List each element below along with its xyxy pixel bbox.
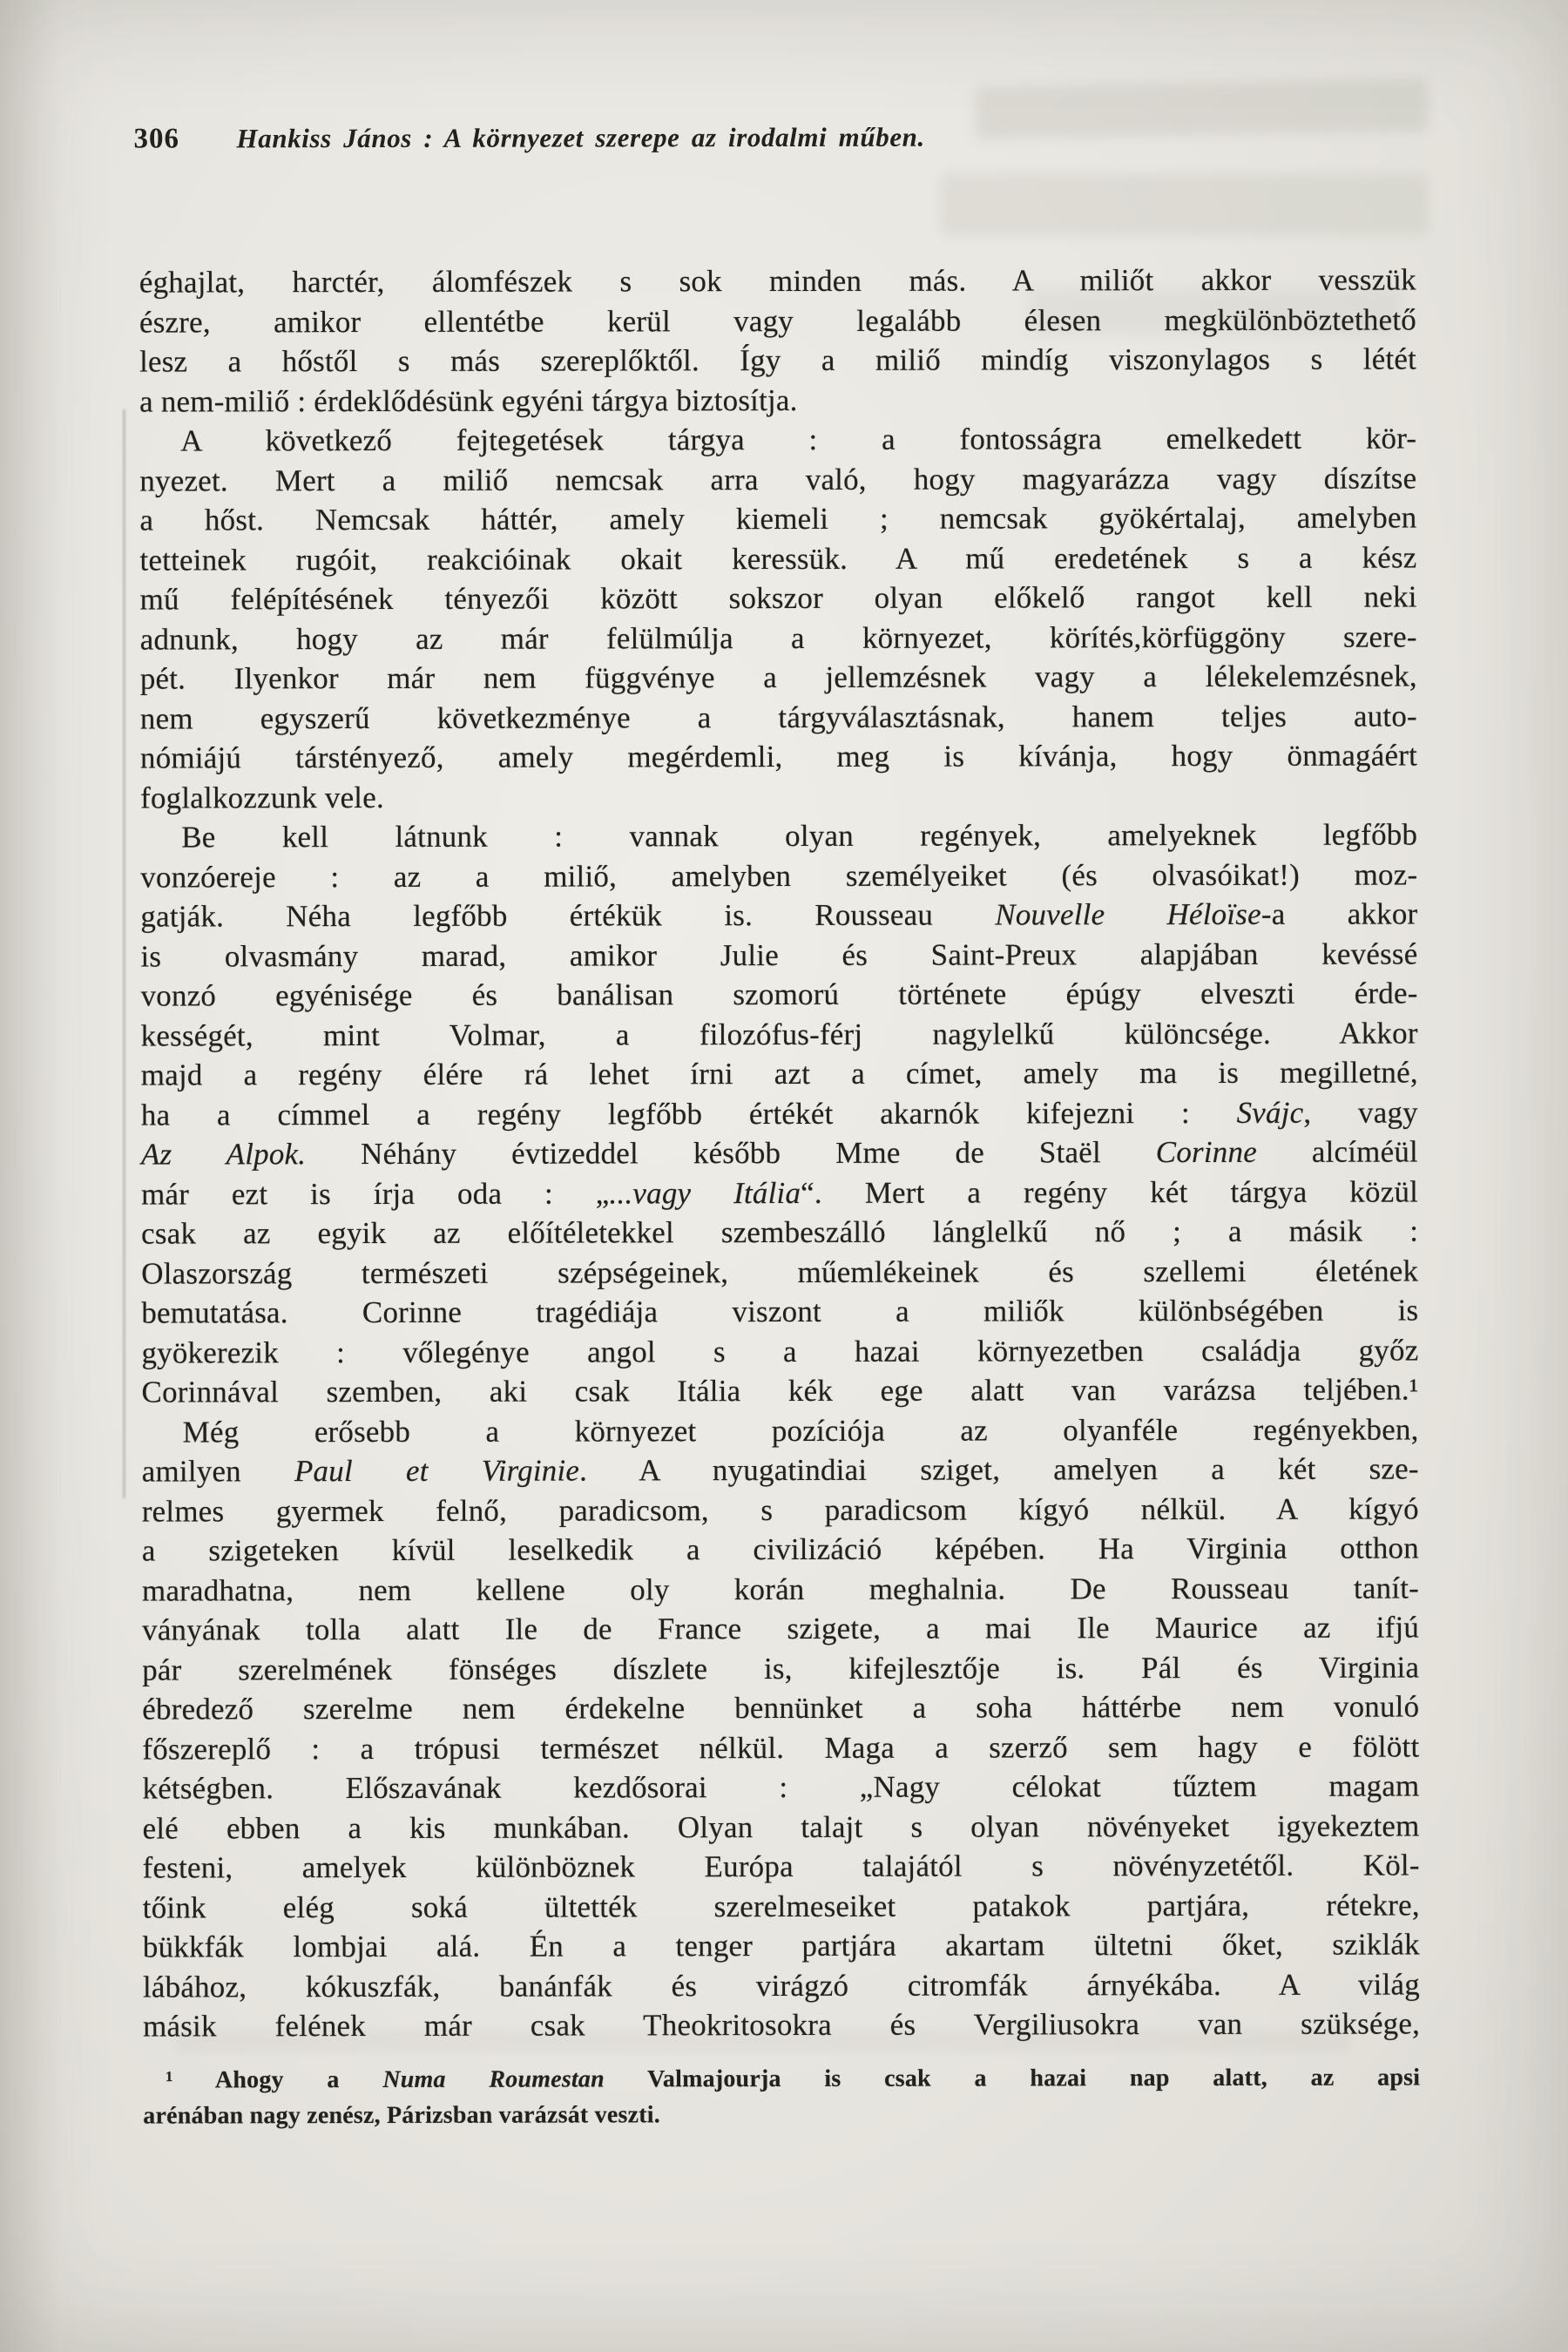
paragraph [143, 2059, 1420, 2133]
body-text [139, 260, 1420, 2046]
paragraph [139, 418, 1417, 817]
text-run: a nem-miliő : érdeklődésünk egyéni tárgya biztosítja. [139, 382, 798, 419]
text-run: pár szerelmének fönséges díszlete is, kifejlesztője is. Pál és Virginia [142, 1649, 1420, 1687]
text-line [142, 1568, 1419, 1611]
footnote [143, 2059, 1420, 2133]
paragraph [139, 260, 1416, 421]
text-line [142, 1647, 1419, 1690]
text-line [141, 1211, 1418, 1254]
italic-text: Az Alpok. [140, 1137, 307, 1172]
text-run: nyezet. Mert a miliő nemcsak arra való, hogy magyarázza vagy díszítse [139, 460, 1417, 498]
text-line [141, 1052, 1418, 1095]
text-run: lesz a hőstől s más szereplőktől. Így a miliő mindíg viszonylagos s létét [139, 341, 1417, 379]
text-run: éghajlat, harctér, álomfészek s sok minden más. A miliőt akkor vesszük [139, 262, 1416, 300]
text-run: már ezt is írja oda : „ [141, 1175, 610, 1212]
text-run: ¹ Ahogy a [166, 2065, 383, 2094]
text-run: , vagy [1303, 1094, 1418, 1130]
text-line [142, 1449, 1419, 1491]
italic-text: Nouvelle Héloïse [995, 896, 1261, 932]
text-run: pét. Ilyenkor már nem függvénye a jellemzésnek vagy a lélekelemzésnek, [139, 659, 1417, 696]
text-line [140, 934, 1417, 977]
text-run: alcíméül [1256, 1134, 1418, 1169]
text-run: bemutatása. Corinne tragédiája viszont a miliők különbségében is [141, 1293, 1419, 1330]
text-run: A következő fejtegetések tárgya : a fontosságra emelkedett kör- [180, 421, 1417, 458]
text-line [139, 418, 1416, 461]
text-line [142, 1528, 1419, 1571]
text-run: Még erősebb a környezet pozíciója az olyanféle regényekben, [182, 1411, 1419, 1449]
text-line [140, 656, 1417, 699]
text-run: festeni, amelyek különböznek Európa talajától s növényzetétől. Köl- [142, 1848, 1420, 1885]
text-run: tetteinek rugóit, reakcióinak okait keressük. A mű eredetének s a kész [139, 539, 1417, 578]
text-line [141, 1369, 1418, 1412]
text-line [141, 1092, 1418, 1135]
text-run: Be kell látnunk : vannak olyan regények, amelyeknek legfőbb [181, 817, 1418, 855]
text-run: ha a címmel a regény legfőbb értékét akarnók kifejezni : [140, 1095, 1237, 1132]
text-run: csak az egyik az előítéletekkel szembeszálló lánglelkű nő ; a másik : [141, 1213, 1419, 1251]
text-line [143, 2004, 1420, 2046]
text-run: nem egyszerű következménye a tárgyválasztásnak, hanem teljes auto- [139, 698, 1417, 736]
text-run: amilyen [141, 1454, 294, 1489]
text-run: mű felépítésének tényezői között sokszor olyan előkelő rangot kell neki [139, 579, 1417, 617]
italic-text: ...vagy Itália [609, 1175, 801, 1210]
text-line [143, 1806, 1420, 1848]
text-run: “. Mert a regény két tárgya közül [801, 1173, 1419, 1210]
page-number: 306 [133, 123, 180, 155]
text-line [140, 577, 1417, 619]
paragraph [142, 1409, 1421, 2046]
text-line [142, 1489, 1419, 1531]
text-run: vonzó egyénisége és banálisan szomorú története épúgy elveszti érde- [140, 976, 1418, 1013]
text-run: relmes gyermek felnő, paradicsom, s paradicsom kígyó nélkül. A kígyó [141, 1490, 1419, 1529]
text-run: -a akkor [1260, 896, 1418, 931]
text-line [139, 537, 1416, 580]
text-run: Valmajourja is csak a hazai nap alatt, az apsi [604, 2064, 1421, 2093]
text-run: . A nyugatindiai sziget, amelyen a két sze- [579, 1451, 1419, 1488]
text-line [140, 814, 1417, 857]
text-line [141, 1290, 1418, 1333]
text-line [140, 735, 1417, 778]
text-line [141, 1013, 1418, 1056]
text-line [142, 1686, 1419, 1729]
text-run: kétségben. Előszavának kezdősorai : „Nagy célokat tűztem magam [142, 1768, 1420, 1806]
text-line [143, 1885, 1420, 1928]
text-run: lábához, kókuszfák, banánfák és virágzó citromfák árnyékába. A világ [142, 1966, 1420, 2004]
running-title: Hankiss János : A környezet szerepe az irodalmi műben. [236, 121, 925, 154]
text-line [142, 1409, 1419, 1452]
text-run: majd a regény élére rá lehet írni azt a címet, amely ma is megilletné, [140, 1055, 1418, 1092]
text-line [141, 973, 1418, 1016]
text-run: másik felének már csak Theokritosokra és Vergiliusokra van szüksége, [143, 2006, 1421, 2044]
text-run: ébredező szerelme nem érdekelne bennünket a soha háttérbe nem vonuló [142, 1689, 1420, 1727]
text-line [141, 1132, 1418, 1174]
italic-text: Numa Roumestan [382, 2065, 605, 2093]
text-line [141, 1172, 1418, 1214]
text-run: gatják. Néha legfőbb értékük is. Rousseau [140, 897, 996, 934]
text-line [142, 1607, 1419, 1650]
paragraph [140, 814, 1418, 1412]
text-run: nómiájú társtényező, amely megérdemli, meg is kívánja, hogy önmagáért [139, 738, 1418, 775]
text-run: Corinnával szemben, aki csak Itália kék ege alatt van varázsa teljében.¹ [141, 1372, 1419, 1409]
text-run: is olvasmány marad, amikor Julie és Saint-Preux alapjában kevéssé [140, 936, 1418, 974]
text-line [141, 1251, 1418, 1294]
text-run: ványának tolla alatt Ile de France szigete, a mai Ile Maurice az ifjú [142, 1610, 1420, 1647]
text-run: bükkfák lombjai alá. Én a tenger partjára akartam ültetni őket, sziklák [142, 1927, 1420, 1964]
text-line [143, 1964, 1420, 2007]
text-run: kességét, mint Volmar, a filozófus-férj nagylelkű különcsége. Akkor [140, 1015, 1418, 1053]
italic-text: Svájc [1236, 1095, 1304, 1130]
italic-text: Corinne [1155, 1134, 1257, 1170]
text-line [139, 379, 1416, 422]
text-line [140, 775, 1417, 818]
text-line [139, 497, 1416, 540]
text-line [141, 1330, 1418, 1373]
text-run: adnunk, hogy az már felülmúlja a környezet, körítés,körfüggöny szere- [139, 618, 1417, 657]
text-run: gyökerezik : vőlegénye angol s a hazai környezetben családja győz [141, 1332, 1419, 1370]
text-line [140, 855, 1417, 897]
text-run: főszereplő : a trópusi természet nélkül. Maga a szerző sem hagy e fölött [142, 1728, 1420, 1767]
footnote-line [143, 2059, 1420, 2098]
text-line [140, 696, 1417, 739]
text-run: Olaszország természeti szépségeinek, műemlékeinek és szellemi életének [141, 1253, 1419, 1291]
text-run: észre, amikor ellentétbe kerül vagy legalább élesen megkülönböztethető [139, 301, 1416, 340]
italic-text: Paul et Virginie [294, 1453, 580, 1489]
text-line [139, 300, 1416, 342]
text-line [139, 458, 1416, 501]
text-line [142, 1727, 1419, 1769]
text-line [140, 894, 1417, 936]
text-run: elé ebben a kis munkában. Olyan talajt s olyan növényeket igyekeztem [142, 1808, 1420, 1846]
text-run: a hőst. Nemcsak háttér, amely kiemeli ; nemcsak gyökértalaj, amelyben [139, 500, 1417, 537]
text-line [140, 617, 1417, 659]
text-run: Néhány évtizeddel később Mme de Staël [306, 1135, 1156, 1172]
text-run: arénában nagy zenész, Párizsban varázsát veszti. [143, 2101, 660, 2130]
text-line [139, 339, 1416, 382]
running-head [133, 120, 1416, 166]
text-run: vonzóereje : az a miliő, amelyben személyeiket (és olvasóikat!) moz- [140, 856, 1418, 895]
text-line [139, 260, 1416, 302]
text-run: maradhatna, nem kellene oly korán meghalnia. De Rousseau tanít- [141, 1570, 1420, 1608]
text-line [143, 1924, 1420, 1967]
footnote-line [143, 2095, 1420, 2133]
text-line [142, 1766, 1419, 1808]
text-run: foglalkozzunk vele. [140, 780, 384, 815]
text-run: tőink elég soká ültették szerelmeseiket patakok partjára, rétekre, [142, 1887, 1420, 1925]
text-line [143, 1845, 1420, 1888]
text-run: a szigeteken kívül leselkedik a civilizáció képében. Ha Virginia otthon [141, 1531, 1419, 1568]
